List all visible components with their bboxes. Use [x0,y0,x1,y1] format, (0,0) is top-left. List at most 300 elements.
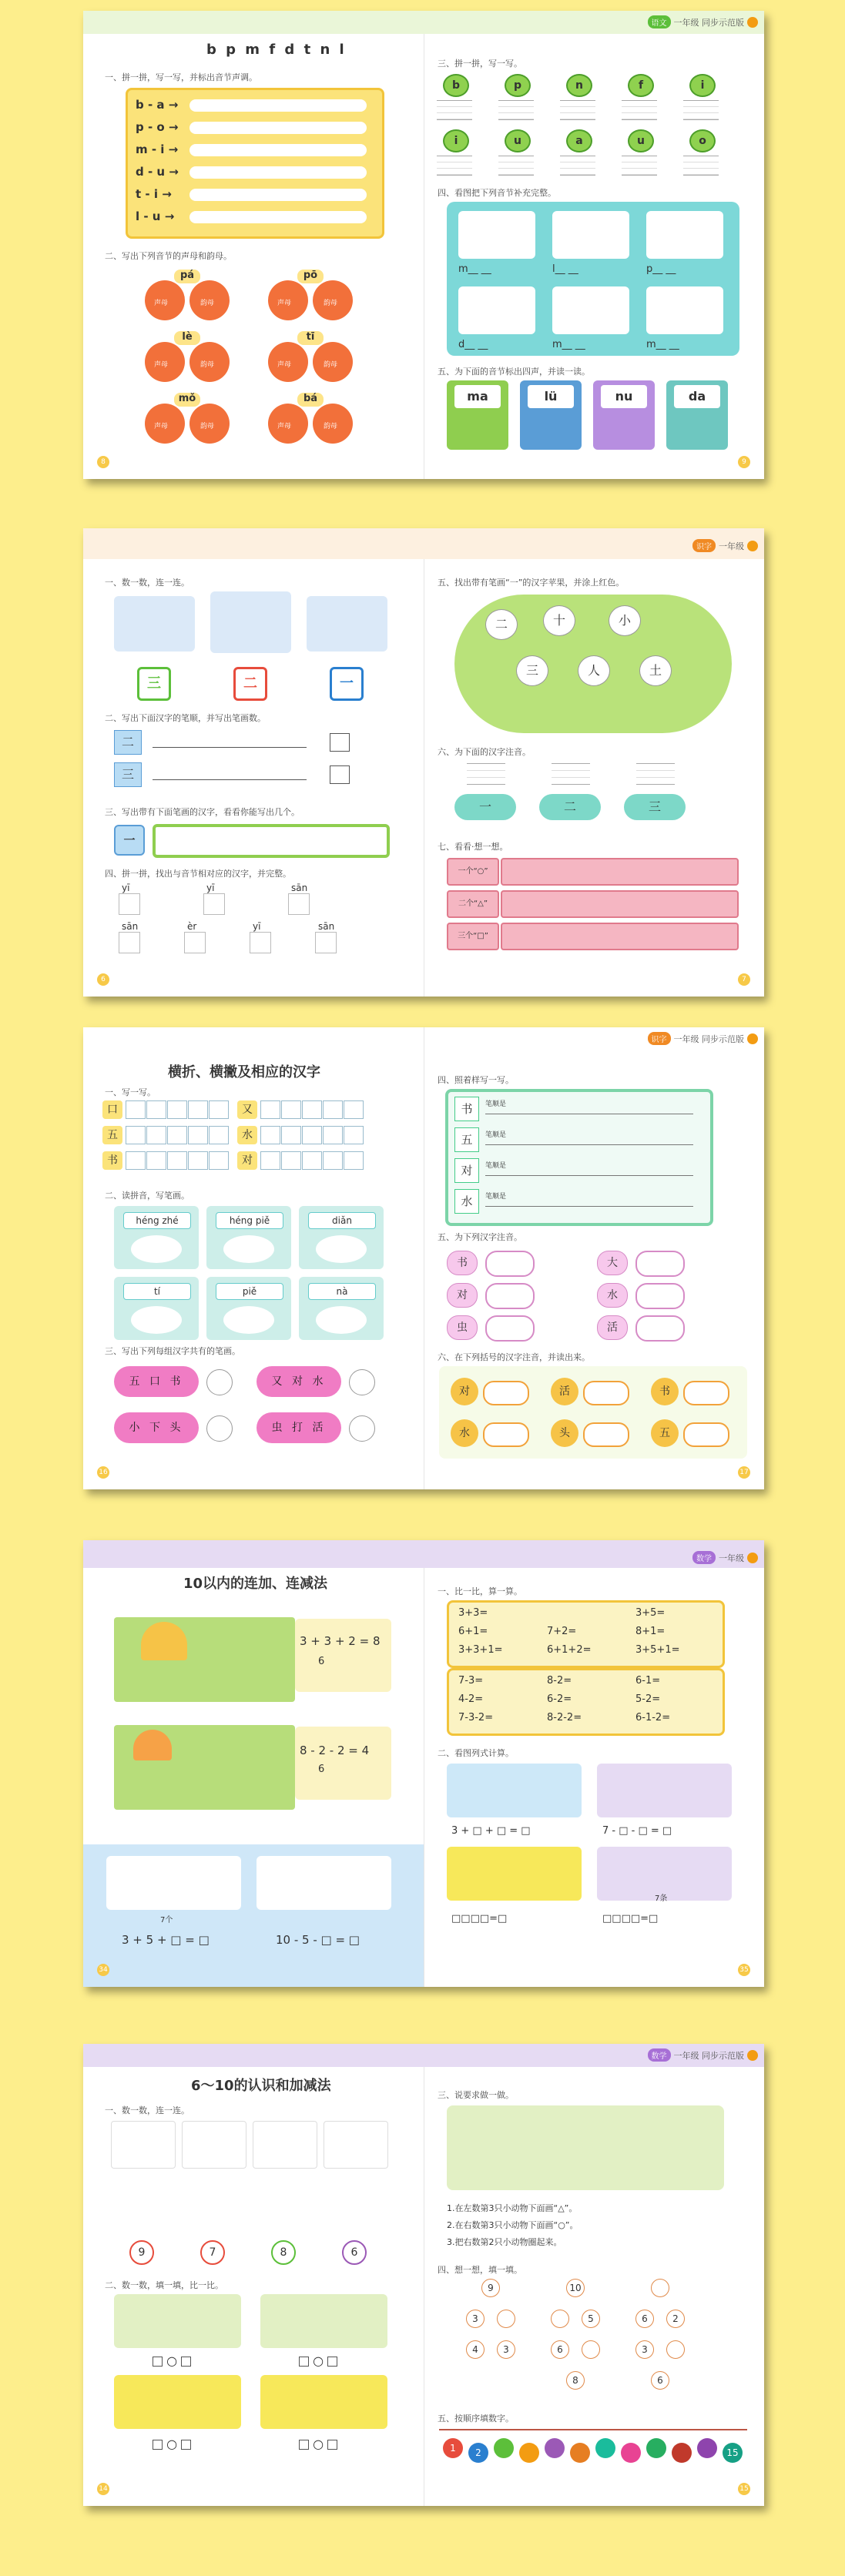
tree-node[interactable]: 3 [497,2340,515,2359]
number-card[interactable]: 二 [233,667,267,701]
task-item: 1.在左数第3只小动物下面画“△”。 [447,2203,578,2213]
page-number: 16 [97,1466,109,1479]
trace-char: 对 [454,1158,479,1183]
answer-line[interactable] [485,1144,693,1145]
stroke-pinyin: piě [216,1283,283,1300]
picture-card [458,211,535,259]
equation: 3 + 3 + 2 = 8 [300,1634,381,1648]
spread-math-add [83,1540,764,1987]
calc-item[interactable]: 8+1= [635,1626,666,1637]
answer-line[interactable] [189,122,367,134]
header-tag: 数学 [692,1551,716,1564]
wing-label: 声母 [277,300,292,307]
left-page [83,1027,424,1489]
tree-bottom[interactable]: 8 [566,2371,585,2390]
writing-grid[interactable] [260,1126,364,1147]
fill-syllable[interactable]: m__ __ [552,339,585,350]
question-2: 二、写出下面汉字的笔顺，并写出笔画数。 [105,713,266,723]
page-number: 34 [97,1964,109,1976]
number-ball[interactable] [697,2438,717,2458]
picture-card [646,286,723,334]
header-tag: 数学 [648,2048,671,2062]
header [692,539,758,552]
logo-icon [747,2050,758,2061]
answer-oval[interactable] [683,1422,729,1447]
question-1: 一、比一比，算一算。 [438,1586,522,1596]
writing-lines[interactable] [560,156,595,176]
cat-char: 水 [451,1419,478,1447]
number-circle[interactable]: 9 [129,2240,154,2265]
butterfly-syllable: pō [297,270,324,283]
writing-lines[interactable] [683,156,719,176]
answer-circle[interactable] [206,1415,233,1442]
right-page [424,1027,764,1489]
writing-lines[interactable] [622,100,657,120]
butterfly [145,393,230,450]
calc-item[interactable]: 4-2= [458,1693,484,1705]
pinyin-box[interactable] [467,763,505,785]
calc-item[interactable]: 6-1= [635,1675,661,1687]
butterfly [145,331,230,388]
number-ball[interactable]: 2 [468,2443,488,2463]
pinyin-pair: l - u → [136,209,175,223]
cat-picture [210,591,291,653]
tree-node[interactable] [666,2340,685,2359]
answer-line[interactable] [189,166,367,179]
fish: 一 [454,794,516,820]
cat-char: 五 [651,1419,679,1447]
char-grid[interactable] [203,893,225,915]
equation: 3 + 5 + □ = □ [122,1933,210,1947]
picture-panel [447,202,739,356]
calc-panel-b [447,1668,725,1736]
tree-top[interactable]: 9 [481,2279,500,2297]
header-text: 一年级 同步示范版 [673,2050,744,2061]
answer-oval[interactable] [316,1235,367,1263]
apple[interactable]: 三 [516,655,548,686]
char-grid[interactable] [119,932,140,953]
calc-item[interactable]: 7-3= [458,1675,484,1687]
pinyin-pair: t - i → [136,187,172,201]
pinyin-pair: d - u → [136,165,179,179]
char-cloud: 书 [447,1251,478,1275]
spread-pinyin [83,11,764,479]
wing-label: 韵母 [324,423,338,430]
pinyin-label: èr [187,921,197,932]
page-title: 横折、横撇及相应的汉字 [168,1064,320,1080]
butterfly [268,331,353,388]
tree-node[interactable] [551,2310,569,2328]
apple[interactable]: 十 [543,605,575,636]
butterfly-syllable: lè [174,331,200,345]
trace-label: 笔顺是 [485,1162,507,1170]
char-cloud: 活 [597,1315,628,1340]
writing-lines[interactable] [560,100,595,120]
butterfly-syllable: mǒ [174,393,200,407]
butterfly [145,270,230,327]
stroke-pinyin: tí [123,1283,191,1300]
number-circle[interactable]: 6 [342,2240,367,2265]
answer-line[interactable] [189,144,367,156]
question-3: 三、说要求做一做。 [438,2090,514,2100]
stroke-pinyin: nà [308,1283,376,1300]
trace-label: 笔顺是 [485,1193,507,1201]
answer-oval[interactable] [583,1422,629,1447]
frog-letter: u [628,129,654,152]
right-page [424,11,764,479]
frog-letter: o [689,129,716,152]
calc-item[interactable]: 7+2= [547,1626,577,1637]
pinyin-pair: b - a → [136,98,179,112]
count-picture [253,2121,317,2169]
number-circle[interactable]: 8 [271,2240,296,2265]
stroke-count-box[interactable] [330,765,350,784]
page-title: 10以内的连加、连减法 [183,1576,328,1592]
question-3: 三、拼一拼，写一写。 [438,59,522,69]
cup-picture [257,1856,391,1910]
pinyin-box[interactable] [636,763,675,785]
wing-label: 声母 [154,300,169,307]
question-5: 五、为下面的音节标出四声，并读一读。 [438,367,590,377]
page-number: 14 [97,2483,109,2495]
answer-line[interactable] [189,189,367,201]
rabbit-picture [114,1725,295,1810]
writing-grid[interactable] [126,1100,230,1122]
shape-label: 二个“△” [447,890,499,918]
cup-picture [260,2294,387,2348]
question-3: 三、写出下列每组汉字共有的笔画。 [105,1346,240,1356]
bee-icon [747,1553,758,1563]
question-6: 六、在下列括号的汉字注音，并读出来。 [438,1352,590,1362]
shape-answer[interactable] [501,923,739,950]
pinyin-label: yī [122,883,130,893]
trace-label: 笔顺是 [485,1131,507,1139]
tree-node[interactable]: 6 [635,2310,654,2328]
tree-node[interactable]: 4 [466,2340,485,2359]
string-line [439,2429,747,2430]
pinyin-pair: p - o → [136,120,179,134]
frog-letter: p [505,74,531,97]
number-ball[interactable] [672,2443,692,2463]
number-ball[interactable] [545,2438,565,2458]
frog-letter: i [443,129,469,152]
syllable-card: lü [528,385,574,408]
fill-syllable[interactable]: p__ __ [646,263,676,275]
answer-oval[interactable] [223,1235,274,1263]
number-ball[interactable] [570,2443,590,2463]
wing-label: 声母 [154,361,169,369]
cat-picture [307,596,387,652]
number-ball[interactable] [595,2438,615,2458]
calc-item[interactable]: 8-2= [547,1675,572,1687]
answer-oval[interactable] [483,1422,529,1447]
syllable-card: ma [454,385,501,408]
question-4: 四、想一想，填一填。 [438,2265,522,2275]
stroke-pinyin: diǎn [308,1212,376,1229]
compare-boxes[interactable]: ○ [299,2437,337,2451]
question-4: 四、照着样写一写。 [438,1075,514,1085]
frog-letter: b [443,74,469,97]
answer-cloud[interactable] [485,1283,535,1309]
pinyin-box[interactable] [552,763,590,785]
page-number: 35 [738,1964,750,1976]
header-tag: 语文 [648,15,671,28]
equation-sub: 6 [318,1656,325,1667]
header-tag: 识字 [648,1032,671,1045]
char-grid[interactable] [119,893,140,915]
number-ball[interactable] [519,2443,539,2463]
question-1: 一、拼一拼，写一写，并标出音节声调。 [105,72,257,82]
writing-lines[interactable] [498,156,534,176]
fill-syllable[interactable]: l__ __ [552,263,578,275]
trace-char: 五 [454,1127,479,1152]
number-circle[interactable]: 7 [200,2240,225,2265]
fill-syllable[interactable]: d__ __ [458,339,488,350]
tree-node[interactable]: 6 [551,2340,569,2359]
question-1: 一、写一写。 [105,1087,156,1097]
answer-oval[interactable] [316,1306,367,1334]
answer-oval[interactable] [223,1306,274,1334]
answer-oval[interactable] [131,1306,182,1334]
question-1: 一、数一数，连一连。 [105,578,189,588]
tree-node[interactable]: 5 [582,2310,600,2328]
header [648,15,759,28]
calc-item[interactable]: 5-2= [635,1693,661,1705]
count-picture [182,2121,246,2169]
writing-lines[interactable] [622,156,657,176]
writing-grid[interactable] [126,1126,230,1147]
cat-char: 活 [551,1378,578,1405]
answer-line[interactable] [189,99,367,112]
page-number: 6 [97,973,109,986]
calc-item[interactable]: 6+1= [458,1626,488,1637]
writing-lines[interactable] [437,156,472,176]
page-number: 9 [738,456,750,468]
question-5: 五、找出带有笔画“一”的汉字苹果，并涂上红色。 [438,578,625,588]
stroke-pinyin: héng piě [216,1212,283,1229]
char-cloud: 虫 [447,1315,478,1340]
answer-cloud[interactable] [635,1251,685,1277]
wing-label: 声母 [277,423,292,430]
char-tile: 口 [102,1100,122,1119]
number-ball[interactable] [646,2438,666,2458]
answer-boxes[interactable]: □□□□=□ [451,1913,508,1924]
char-grid[interactable] [184,932,206,953]
number-card[interactable]: 三 [137,667,171,701]
header-text: 一年级 [719,541,744,551]
char-grid[interactable] [250,932,271,953]
calc-item[interactable]: 3+5= [635,1607,666,1619]
shape-answer[interactable] [501,858,739,886]
syllable-card: nu [601,385,647,408]
pinyin-label: yī [253,921,261,932]
writing-grid[interactable] [260,1151,364,1173]
logo-icon [747,1033,758,1044]
pinyin-label: sān [318,921,335,932]
frog-letter: f [628,74,654,97]
mushroom-house [133,1730,172,1760]
animal-picture [447,2105,724,2190]
tree-bottom[interactable]: 6 [651,2371,669,2390]
answer-cloud[interactable] [485,1315,535,1342]
answer-boxes[interactable]: □□□□=□ [602,1913,659,1924]
fill-syllable[interactable]: m__ __ [458,263,491,275]
writing-lines[interactable] [498,100,534,120]
equation: 3 + □ + □ = □ [451,1825,531,1837]
answer-box[interactable] [153,824,390,858]
writing-grid[interactable] [126,1151,230,1173]
stroke-count-box[interactable] [330,733,350,752]
page-number: 15 [738,2483,750,2495]
char-group: 五 口 书 [114,1366,199,1397]
pinyin-panel [126,88,384,239]
tree-top[interactable]: 10 [566,2279,585,2297]
apple[interactable]: 人 [578,655,610,686]
left-page [83,528,424,997]
header-text: 一年级 同步示范版 [673,17,744,28]
butterfly-syllable: pá [174,270,200,283]
char-cloud: 对 [447,1283,478,1308]
char-tile: 又 [237,1100,257,1119]
question-5: 五、为下列汉字注音。 [438,1232,522,1242]
answer-line[interactable] [485,1206,693,1207]
char-group: 虫 打 活 [257,1412,341,1443]
fish: 二 [539,794,601,820]
tree-top[interactable] [651,2279,669,2297]
answer-cloud[interactable] [635,1315,685,1342]
char-tile: 五 [102,1126,122,1144]
calc-item[interactable]: 3+3+1= [458,1644,503,1656]
char-box: 二 [114,730,142,755]
wing-label: 韵母 [324,300,338,307]
cat-picture [114,596,195,652]
apple[interactable]: 二 [485,609,518,640]
char-group: 小 下 头 [114,1412,199,1443]
number-ball[interactable] [494,2438,514,2458]
apple[interactable]: 小 [609,605,641,636]
answer-circle[interactable] [349,1369,375,1395]
apple[interactable]: 土 [639,655,672,686]
syllable-card: da [674,385,720,408]
picture-card [552,286,629,334]
butterfly [268,270,353,327]
butterfly-syllable: bá [297,393,324,407]
ant-picture [114,2375,241,2429]
shape-answer[interactable] [501,890,739,918]
answer-line[interactable] [153,779,307,780]
answer-cloud[interactable] [485,1251,535,1277]
char-grid[interactable] [288,893,310,915]
pinyin-label: sān [291,883,308,893]
number-ball[interactable]: 15 [723,2443,743,2463]
header-tag: 识字 [692,539,716,552]
calc-item[interactable]: 6+1+2= [547,1644,592,1656]
answer-oval[interactable] [131,1235,182,1263]
char-tile: 书 [102,1151,122,1170]
question-1: 一、数一数，连一连。 [105,2105,189,2115]
question-2: 二、看图列式计算。 [438,1748,514,1758]
number-card[interactable]: 一 [330,667,364,701]
trace-label: 笔顺是 [485,1100,507,1108]
answer-line[interactable] [189,211,367,223]
picture-card [458,286,535,334]
tree-node[interactable]: 3 [466,2310,485,2328]
calc-item[interactable]: 7-3-2= [458,1712,494,1723]
tree-node[interactable]: 3 [635,2340,654,2359]
logo-icon [747,17,758,28]
fill-syllable[interactable]: m__ __ [646,339,679,350]
compare-boxes[interactable]: ○ [299,2353,337,2368]
question-4: 四、拼一拼，找出与音节相对应的汉字，并完整。 [105,869,291,879]
answer-line[interactable] [485,1175,693,1176]
question-2: 二、数一数，填一填，比一比。 [105,2280,223,2290]
pinyin-pair: m - i → [136,142,179,156]
writing-lines[interactable] [683,100,719,120]
page-number: 7 [738,973,750,986]
calc-item[interactable]: 8-2-2= [547,1712,582,1723]
writing-lines[interactable] [437,100,472,120]
frog-letter: a [566,129,592,152]
trace-char: 水 [454,1189,479,1214]
calc-item[interactable]: 6-1-2= [635,1712,671,1723]
char-tile: 水 [237,1126,257,1144]
trace-panel [445,1089,713,1226]
number-ball[interactable] [621,2443,641,2463]
compare-boxes[interactable]: ○ [153,2437,191,2451]
header [648,2048,759,2062]
stroke-char: 一 [114,825,145,856]
answer-line[interactable] [153,747,307,748]
char-grid[interactable] [315,932,337,953]
header [692,1551,758,1564]
picture-card [646,211,723,259]
answer-oval[interactable] [483,1381,529,1405]
char-cloud: 大 [597,1251,628,1275]
tree-node[interactable] [582,2340,600,2359]
answer-oval[interactable] [583,1381,629,1405]
tree-node[interactable]: 2 [666,2310,685,2328]
header-text: 一年级 [719,1553,744,1563]
page-title: b p m f d t n l [206,42,347,58]
label-7: 7条 [655,1894,668,1903]
answer-circle[interactable] [206,1369,233,1395]
writing-grid[interactable] [260,1100,364,1122]
frog-picture [447,1847,582,1901]
compare-boxes[interactable]: ○ [153,2353,191,2368]
wing-label: 声母 [277,361,292,369]
answer-cloud[interactable] [635,1283,685,1309]
tree-node[interactable] [497,2310,515,2328]
answer-circle[interactable] [349,1415,375,1442]
wing-label: 声母 [154,423,169,430]
calc-item[interactable]: 3+5+1= [635,1644,680,1656]
left-page [83,11,424,479]
right-page [424,2044,764,2506]
fish: 三 [624,794,686,820]
answer-oval[interactable] [683,1381,729,1405]
calc-item[interactable]: 3+3= [458,1607,488,1619]
cat-char: 书 [651,1378,679,1405]
picture-card [552,211,629,259]
shape-label: 三个“□” [447,923,499,950]
question-2: 二、写出下列音节的声母和韵母。 [105,251,232,261]
number-ball[interactable]: 1 [443,2438,463,2458]
trace-char: 书 [454,1097,479,1121]
question-4: 四、看图把下列音节补充完整。 [438,188,556,198]
calc-item[interactable]: 6-2= [547,1693,572,1705]
header [648,1032,759,1045]
wing-label: 韵母 [324,361,338,369]
